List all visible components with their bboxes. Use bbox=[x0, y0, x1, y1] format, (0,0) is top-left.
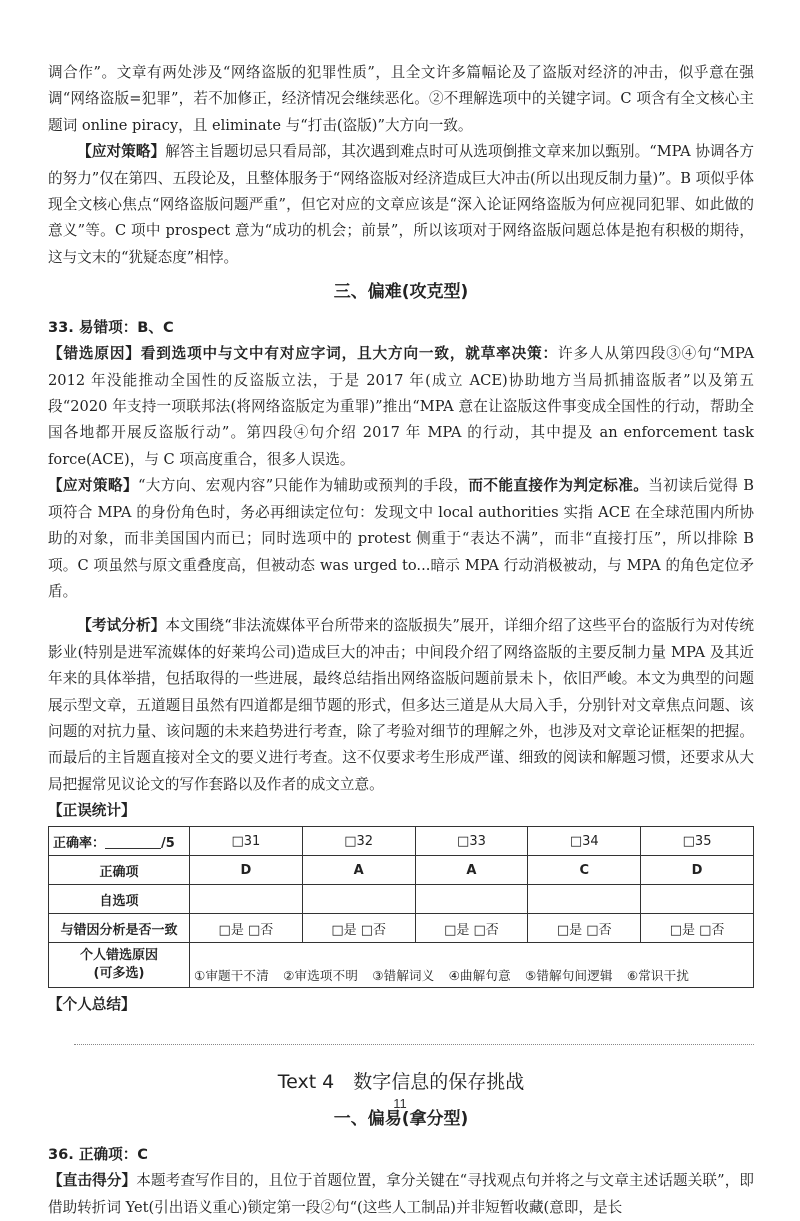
divider bbox=[74, 1044, 754, 1045]
section-title-easy: 一、偏易(拿分型) bbox=[333, 1109, 469, 1130]
correct-35: D bbox=[641, 856, 754, 885]
self-choice-35[interactable] bbox=[641, 885, 754, 914]
correct-label: 正确项 bbox=[49, 856, 190, 885]
accuracy-total: /5 bbox=[161, 835, 175, 851]
table-row bbox=[49, 943, 754, 988]
correct-34: C bbox=[528, 856, 641, 885]
q33-error-bold: 看到选项中与文中有对应字词，且大方向一致，就草率决策： bbox=[140, 345, 559, 363]
q33-error-text: 许多人从第四段③④句“MPA 2012 年没能推动全国性的反盗版立法，于是 2017 年(成立 ACE)协助地方当局抓捕盗版者”以及第五段“2020 年支持一项联邦法(将网络盗版定为重罪)”推出“MPA 意在让盗版这件事变成全国性的行动，帮助全国各地都开展反盗版行动”。第四段④句介绍 2017 年 MPA 的行动，其中提及 an enforcement task force(ACE)，与 C 项高度重合，很多人误选。 bbox=[48, 345, 754, 468]
table-row bbox=[49, 914, 754, 943]
consistency-31[interactable]: □是 □否 bbox=[190, 914, 303, 943]
q36-label: 【直击得分】 bbox=[48, 1172, 137, 1190]
q33-strategy-paragraph bbox=[48, 473, 754, 605]
q36-text: 本题考查写作目的，且位于首题位置，拿分关键在“寻找观点句并将之与文章主述话题关联”，即借助转折词 Yet(引出语义重心)锁定第一段②句“(这些人工制品)并非短暂收藏(意即，是长 bbox=[48, 1172, 754, 1216]
consistency-35[interactable]: □是 □否 bbox=[641, 914, 754, 943]
accuracy-cell bbox=[49, 827, 190, 856]
q33-heading: 33. 易错项：B、C bbox=[48, 319, 174, 337]
reason-blank-row[interactable] bbox=[194, 946, 749, 966]
consistency-32[interactable]: □是 □否 bbox=[302, 914, 415, 943]
stats-table bbox=[48, 826, 754, 988]
reason-label-1: 个人错选原因 bbox=[79, 948, 158, 964]
page-content bbox=[48, 60, 754, 1221]
reason-label bbox=[49, 943, 190, 988]
stats-label: 【正误统计】 bbox=[48, 802, 136, 820]
self-choice-34[interactable] bbox=[528, 885, 641, 914]
correct-31: D bbox=[190, 856, 303, 885]
analysis-label: 【考试分析】 bbox=[77, 617, 166, 635]
reason-option[interactable]: ①审题干不清 bbox=[194, 968, 269, 984]
q33-strategy-text-1: “大方向、宏观内容”只能作为辅助或预判的手段， bbox=[137, 477, 469, 495]
q36-heading: 36. 正确项：C bbox=[48, 1146, 149, 1164]
correct-33: A bbox=[415, 856, 528, 885]
paragraph-continuation: 调合作”。文章有两处涉及“网络盗版的犯罪性质”，且全文许多篇幅论及了盗版对经济的冲击，似乎意在强调“网络盗版=犯罪”，若不加修正，经济情况会继续恶化。②不理解选项中的关键字词。C 项含有全文核心主题词 online piracy，且 eliminate 与“打击(盗版)”大方向一致。 bbox=[48, 64, 754, 134]
q33-error-paragraph bbox=[48, 341, 754, 473]
table-row bbox=[49, 856, 754, 885]
question-32-cell[interactable]: □32 bbox=[302, 827, 415, 856]
page-number: 11 bbox=[393, 1096, 407, 1111]
reason-option[interactable]: ⑥常识干扰 bbox=[626, 968, 690, 984]
summary-label: 【个人总结】 bbox=[48, 996, 136, 1014]
accuracy-label: 正确率： bbox=[53, 835, 106, 851]
consistency-33[interactable]: □是 □否 bbox=[415, 914, 528, 943]
consistency-label: 与错因分析是否一致 bbox=[49, 914, 190, 943]
text4-title: Text 4 数字信息的保存挑战 bbox=[277, 1071, 525, 1094]
analysis-paragraph bbox=[48, 613, 754, 798]
q33-strategy-label: 【应对策略】 bbox=[48, 477, 138, 495]
reason-option[interactable]: ③错解词义 bbox=[372, 968, 435, 984]
q33-strategy-bold: 而不能直接作为判定标准。 bbox=[468, 477, 649, 495]
reason-option[interactable]: ④曲解句意 bbox=[448, 968, 511, 984]
self-choice-31[interactable] bbox=[190, 885, 303, 914]
strategy-text: 解答主旨题切忌只看局部，其次遇到难点时可从选项倒推文章来加以甄别。“MPA 协调各方的努力”仅在第四、五段论及，且整体服务于“网络盗版对经济造成巨大冲击(所以出现反制力量)”。B 项似乎体现全文核心焦点“网络盗版问题严重”，但它对应的文章应该是“深入论证网络盗版为何应视同犯罪、如此做的意义”等。C 项中 prospect 意为“成功的机会；前景”，所以该项对于网络盗版问题总体是抱有积极的期待，这与文末的“犹疑态度”相悖。 bbox=[48, 143, 754, 266]
question-33-cell[interactable]: □33 bbox=[415, 827, 528, 856]
question-35-cell[interactable]: □35 bbox=[641, 827, 754, 856]
strategy-label: 【应对策略】 bbox=[77, 143, 166, 161]
reason-option[interactable]: ②审选项不明 bbox=[283, 968, 359, 984]
q33-error-label: 【错选原因】 bbox=[48, 345, 141, 363]
strategy-paragraph bbox=[48, 139, 754, 271]
section-title-hard: 三、偏难(攻克型) bbox=[333, 282, 469, 303]
question-34-cell[interactable]: □34 bbox=[528, 827, 641, 856]
q36-paragraph bbox=[48, 1168, 754, 1221]
reason-label-2: (可多选) bbox=[93, 966, 145, 982]
accuracy-blank[interactable] bbox=[105, 834, 161, 849]
reason-option[interactable]: ⑤错解句间逻辑 bbox=[525, 968, 613, 984]
table-row bbox=[49, 885, 754, 914]
question-31-cell[interactable]: □31 bbox=[190, 827, 303, 856]
reason-options bbox=[190, 943, 754, 988]
self-choice-label: 自选项 bbox=[49, 885, 190, 914]
self-choice-32[interactable] bbox=[302, 885, 415, 914]
q33-strategy-text-2: 当初读后觉得 B 项符合 MPA 的身份角色时，务必再细读定位句：发现文中 local authorities 实指 ACE 在全球范围内所协助的对象，而非美国国内而已；同时选项中的 protest 侧重于“表达不满”，而非“直接打压”，所以排除 B 项。C 项虽然与原文重叠度高，但被动态 was urged to...暗示 MPA 行动消极被动，与 MPA 的角色定位矛盾。 bbox=[48, 477, 754, 600]
table-row bbox=[49, 827, 754, 856]
correct-32: A bbox=[302, 856, 415, 885]
analysis-text: 本文围绕“非法流媒体平台所带来的盗版损失”展开，详细介绍了这些平台的盗版行为对传统影业(特别是进军流媒体的好莱坞公司)造成巨大的冲击；中间段介绍了网络盗版的主要反制力量 MPA 及其近年来的具体举措，包括取得的一些进展，最终总结指出网络盗版问题前景未卜，依旧严峻。本文为典型的问题展示型文章，五道题目虽然有四道都是细节题的形式，但多达三道是从大局入手，分别针对文章焦点问题、该问题的对抗力量、该问题的未来趋势进行考查，除了考验对细节的理解之外，也涉及对文章论证框架的把握。而最后的主旨题直接对全文的要义进行考查。这不仅要求考生形成严谨、细致的阅读和解题习惯，还要求从大局把握常见议论文的写作套路以及作者的成文立意。 bbox=[48, 617, 754, 793]
self-choice-33[interactable] bbox=[415, 885, 528, 914]
consistency-34[interactable]: □是 □否 bbox=[528, 914, 641, 943]
